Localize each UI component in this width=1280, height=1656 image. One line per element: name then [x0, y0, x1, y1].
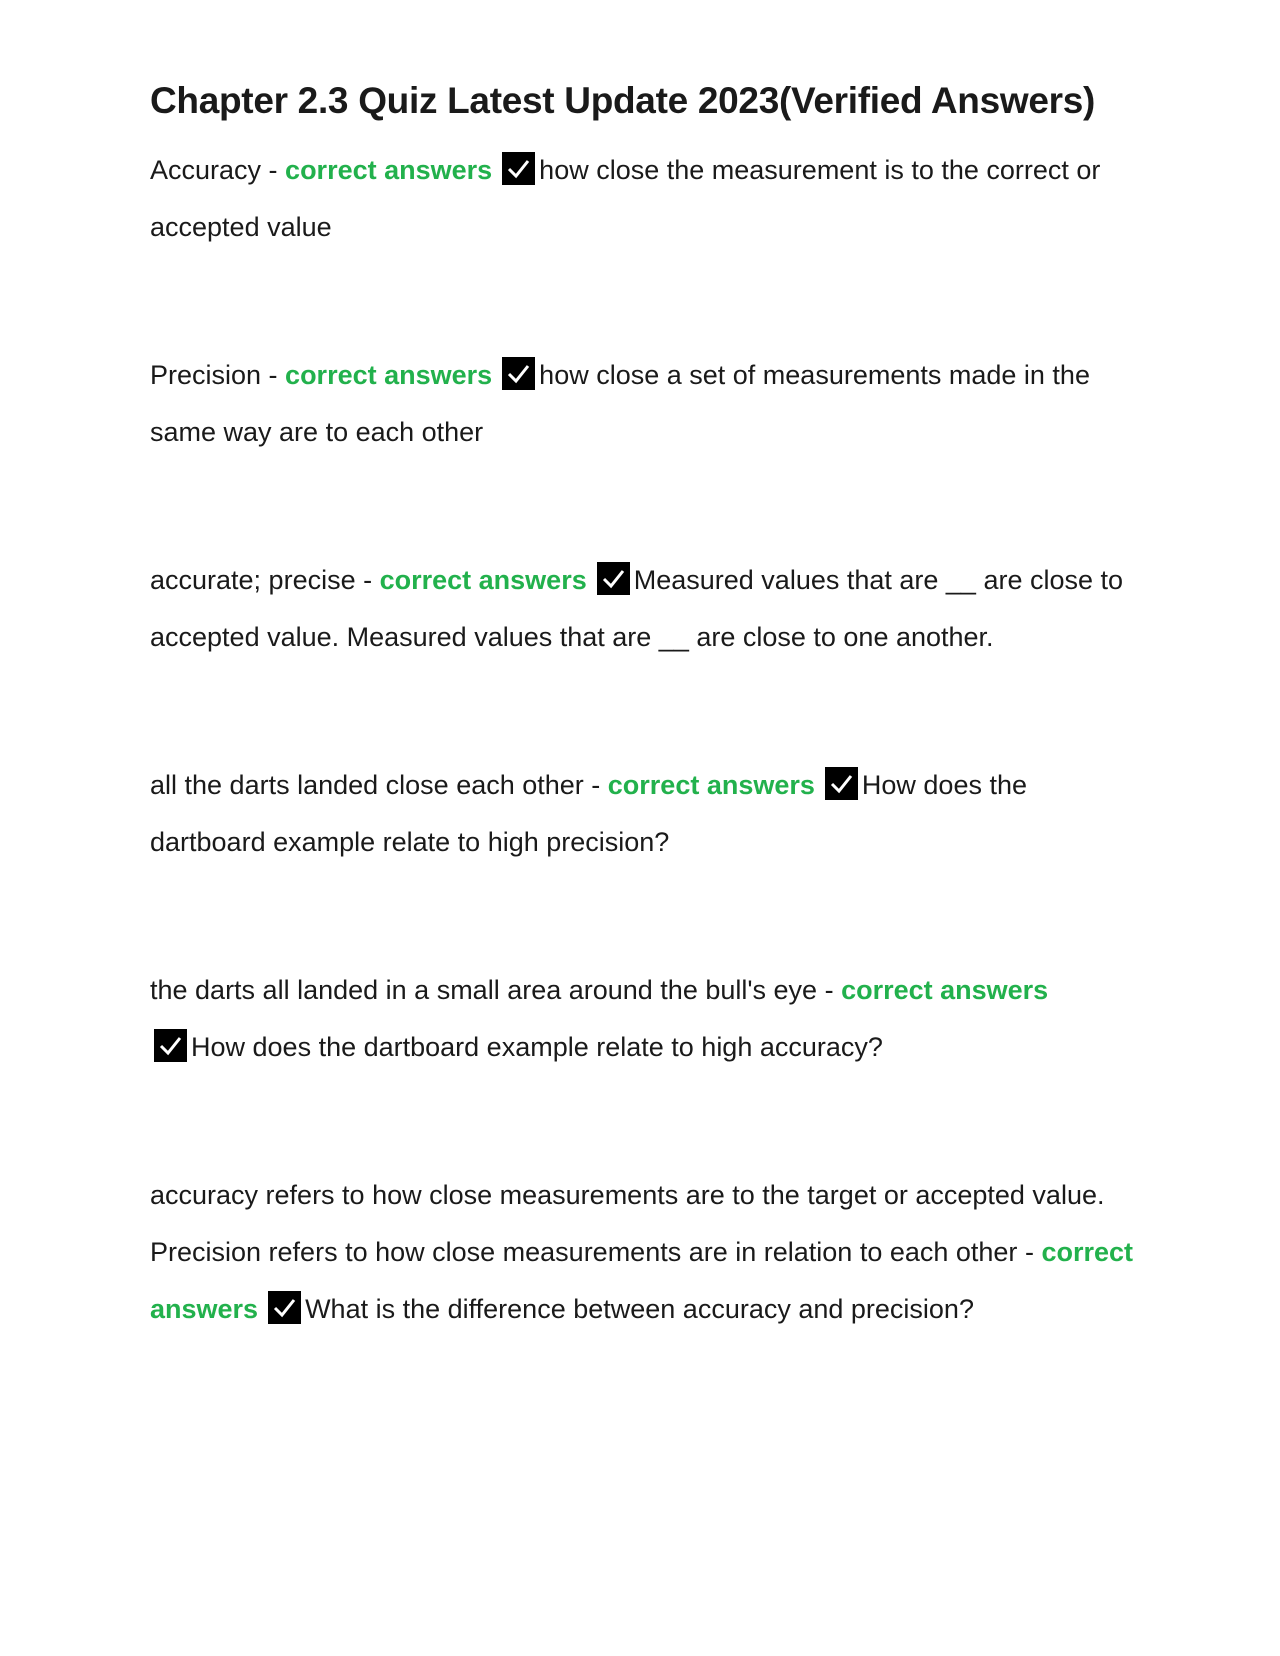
- qa-separator: -: [817, 975, 842, 1005]
- qa-separator: -: [261, 155, 286, 185]
- qa-item: [150, 347, 1140, 461]
- qa-term: accurate; precise: [150, 565, 356, 595]
- check-box-icon: [268, 1291, 301, 1324]
- qa-item: [150, 552, 1140, 666]
- answer-tag: correct answers: [841, 975, 1049, 1005]
- answer-tag: correct answers: [150, 1237, 1133, 1324]
- answer-tag: correct answers: [285, 155, 493, 185]
- qa-separator: -: [1017, 1237, 1042, 1267]
- qa-item: [150, 142, 1140, 256]
- qa-term: all the darts landed close each other: [150, 770, 584, 800]
- check-box-icon: [597, 562, 630, 595]
- qa-definition: How does the dartboard example relate to high accuracy?: [191, 1032, 883, 1062]
- check-box-icon: [154, 1029, 187, 1062]
- check-box-icon: [502, 152, 535, 185]
- qa-definition: how close the measurement is to the correct or accepted value: [150, 155, 1101, 242]
- qa-term: accuracy refers to how close measurements are to the target or accepted value. Precision refers to how close measurements are in relation to each other: [150, 1180, 1105, 1267]
- qa-item: [150, 757, 1140, 871]
- qa-term: Accuracy: [150, 155, 262, 185]
- answer-tag: correct answers: [607, 770, 815, 800]
- qa-definition: How does the dartboard example relate to high precision?: [150, 770, 1028, 857]
- qa-separator: -: [355, 565, 380, 595]
- document-page: [150, 74, 1140, 1429]
- qa-term: the darts all landed in a small area around the bull's eye: [150, 975, 818, 1005]
- document-title: Chapter 2.3 Quiz Latest Update 2023(Verified Answers): [150, 80, 1096, 121]
- qa-definition: Measured values that are __ are close to accepted value. Measured values that are __ are close to one another.: [150, 565, 1124, 652]
- check-box-icon: [825, 767, 858, 800]
- answer-tag: correct answers: [285, 360, 493, 390]
- qa-term: Precision: [150, 360, 262, 390]
- qa-item: [150, 962, 1140, 1076]
- check-box-icon: [502, 357, 535, 390]
- qa-separator: -: [583, 770, 608, 800]
- answer-tag: correct answers: [379, 565, 587, 595]
- qa-item: [150, 1167, 1140, 1338]
- qa-definition: how close a set of measurements made in the same way are to each other: [150, 360, 1090, 447]
- qa-separator: -: [261, 360, 286, 390]
- qa-definition: What is the difference between accuracy and precision?: [305, 1294, 974, 1324]
